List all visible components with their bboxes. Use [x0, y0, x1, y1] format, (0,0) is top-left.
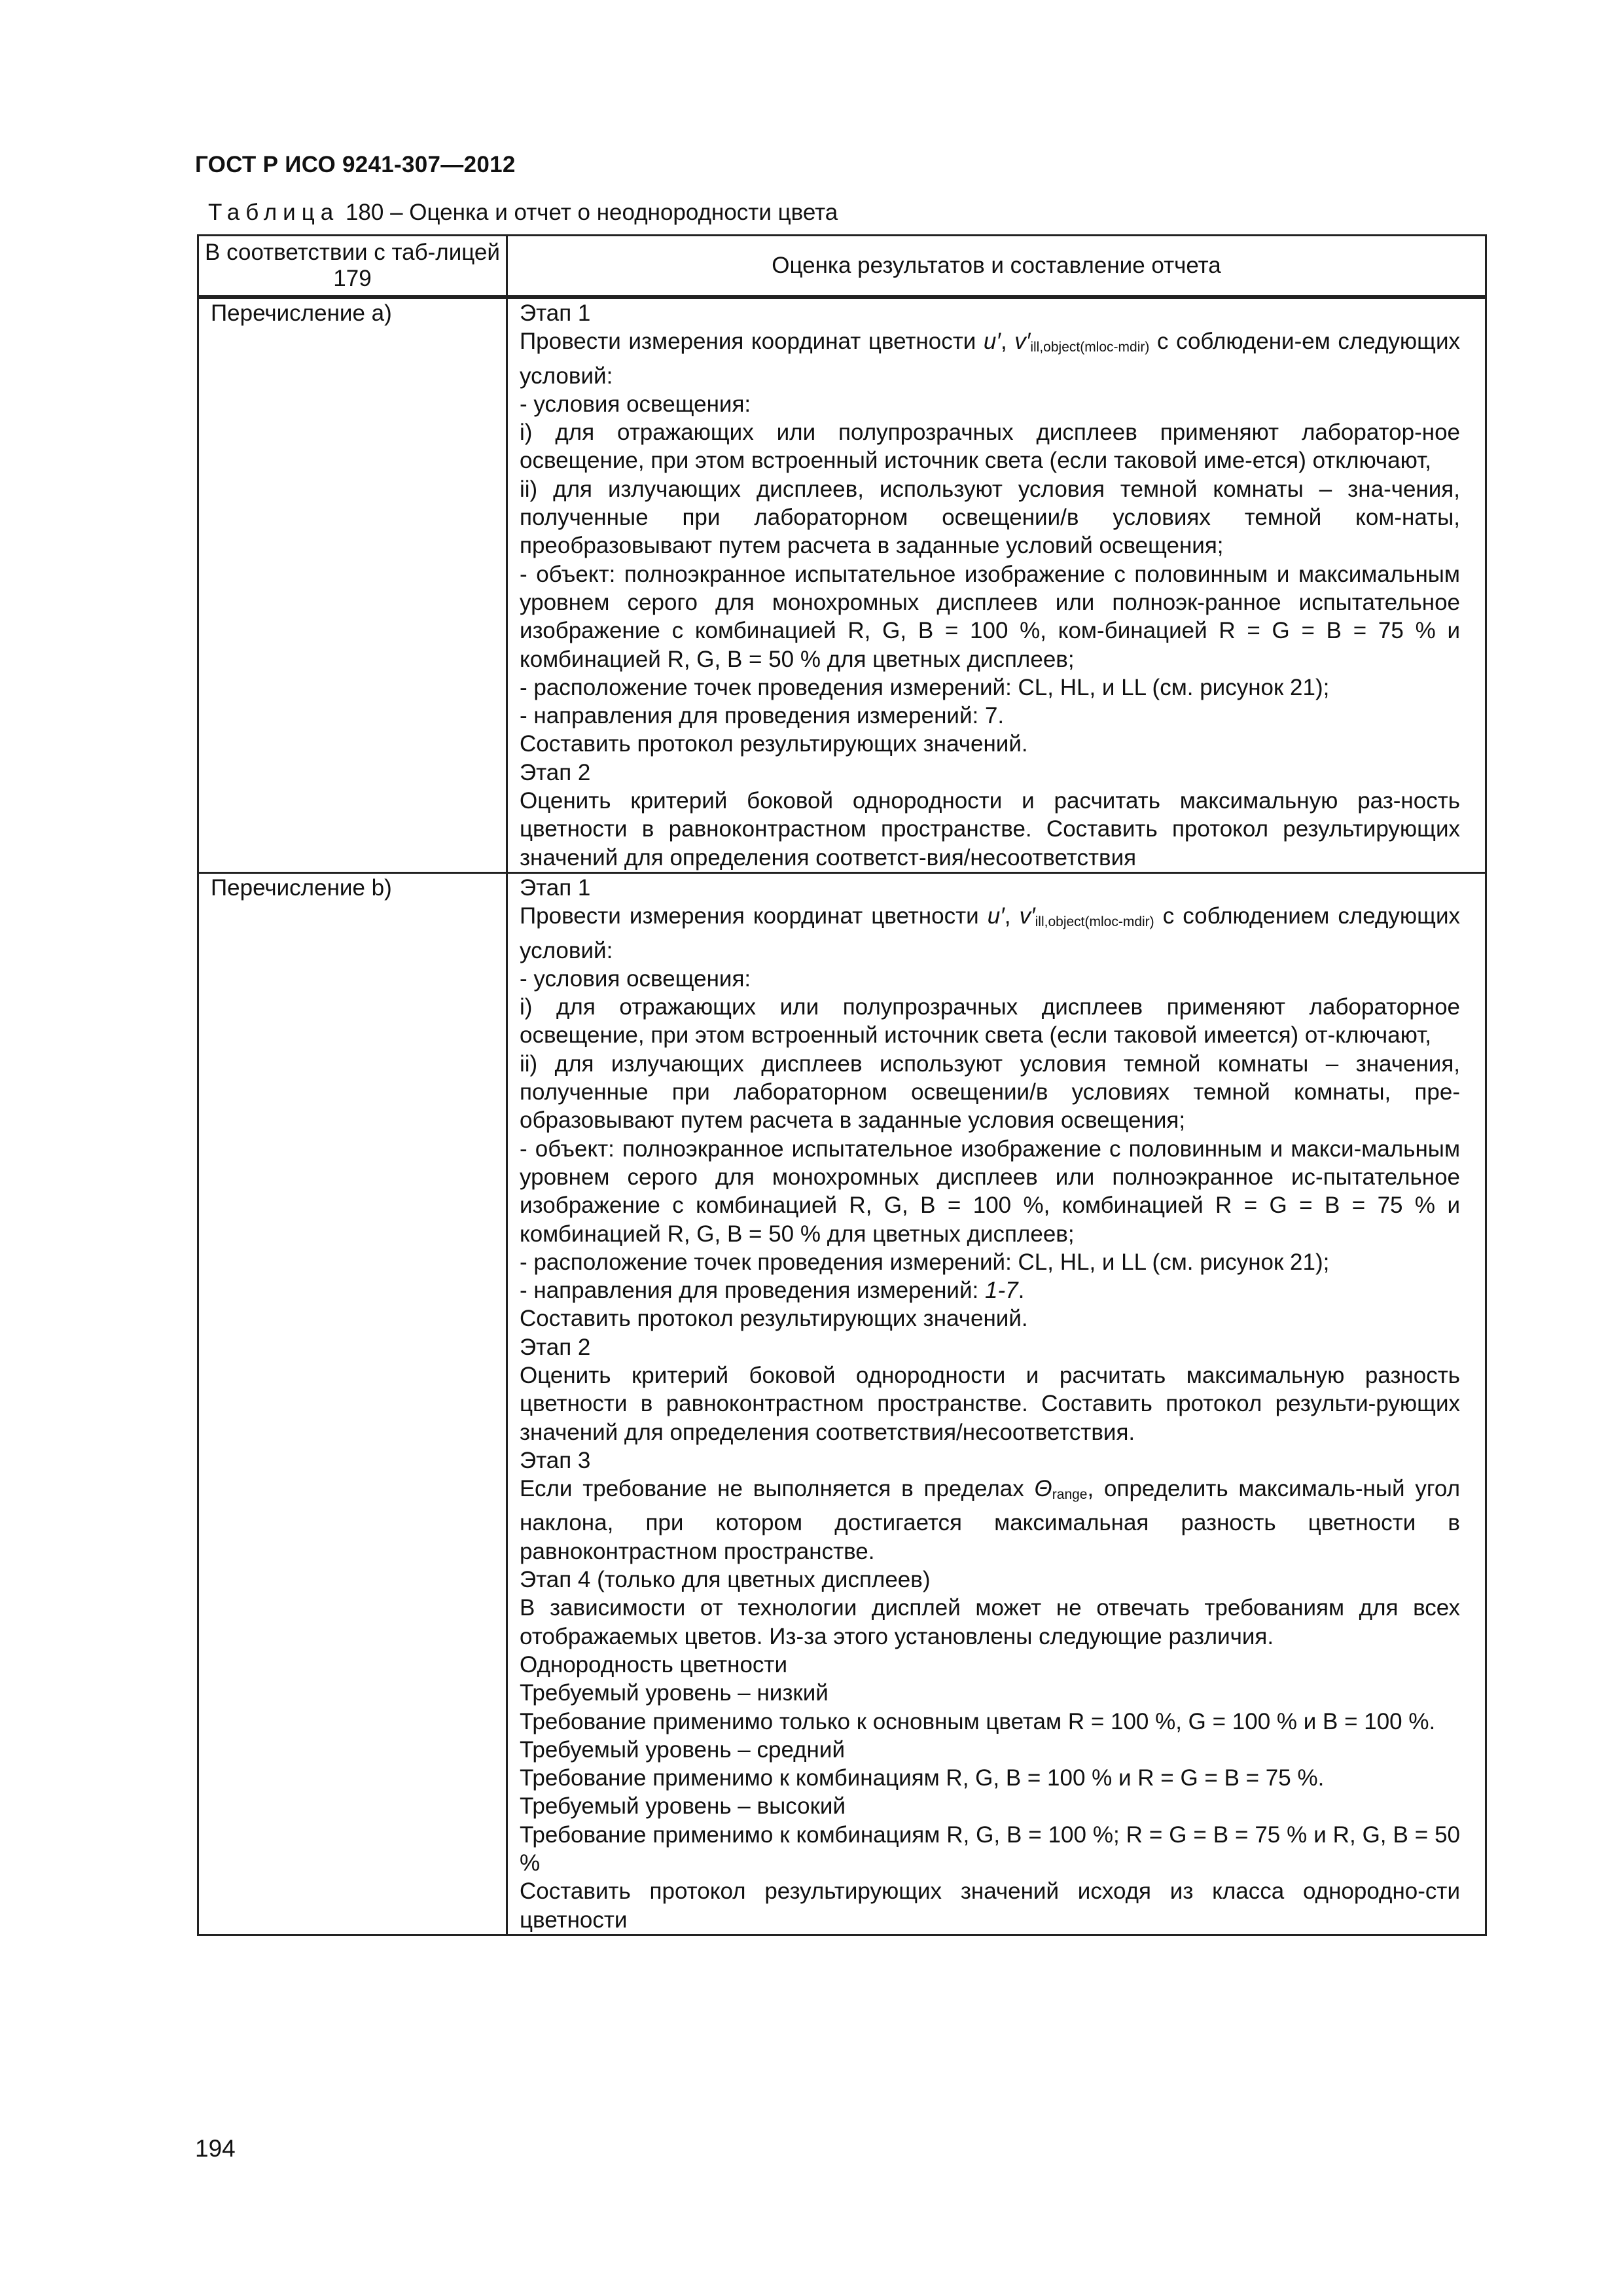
stage-1-heading: Этап 1 — [520, 300, 591, 326]
level-high-requirement: Требование применимо к комбинациям R, G, B = 100 %; R = G = B = 75 % и R, G, B = 50 % — [520, 1821, 1460, 1876]
enum-a-label: Перечисление а) — [198, 297, 507, 872]
evaluation-table — [197, 234, 1487, 1936]
report-instruction: Составить протокол результирующих значений. — [520, 731, 1028, 757]
lighting-conditions: - условия освещения: — [520, 965, 751, 992]
report-instruction: Составить протокол результирующих значений. — [520, 1306, 1028, 1332]
object-description: - объект: полноэкранное испытательное изображение с половинным и максимальным уровнем серого для монохромных дисплеев или полноэк-ранное испытательное изображение с комбинацией R, G, B = 100 %, ком-бинацией R = G = B = 75 % и комбинацией R, G, B = 50 % для цветных дисплеев; — [520, 561, 1460, 672]
stage-2-heading: Этап 2 — [520, 1334, 591, 1360]
reflective-displays-note: i) для отражающих или полупрозрачных дисплеев применяют лабораторное освещение, при этом встроенный источник света (если таковой имеется) от-ключают, — [520, 994, 1460, 1049]
column-header-reference: В соответствии с таб-лицей 179 — [198, 236, 507, 298]
enum-b-content — [507, 872, 1486, 1935]
table-caption-text: 180 – Оценка и отчет о неоднородности цвета — [345, 200, 838, 225]
measurement-points: - расположение точек проведения измерений: CL, HL, и LL (см. рисунок 21); — [520, 1249, 1330, 1275]
document-header: ГОСТ Р ИСО 9241-307—2012 — [195, 152, 516, 177]
measurement-directions: - направления для проведения измерений: 7. — [520, 703, 1005, 729]
enum-b-label: Перечисление b) — [198, 872, 507, 1935]
table-caption-word: Таблица — [208, 200, 340, 225]
table-caption — [208, 200, 838, 226]
tilt-angle-instruction: Если требование не выполняется в пределах $\Theta_{range}$, определить максималь-ный угол наклона, при котором достигается максимальная разность цветности в равноконтрастном пространстве. — [520, 1476, 1460, 1564]
object-description: - объект: полноэкранное испытательное изображение с половинным и макси-мальным уровнем серого для монохромных дисплеев или полноэкранное ис-пытательное изображение с комбинацией R, G, B = 100 %, комбинацией R = G = B = 75 % и комбинацией R, G, B = 50 % для цветных дисплеев; — [520, 1136, 1460, 1247]
enum-a-content — [507, 297, 1486, 872]
measurement-instruction: Провести измерения координат цветности u′, $v'_{ill,object(mloc-mdir)}$ с соблюдением следующих условий: — [520, 903, 1461, 963]
stage-3-heading: Этап 3 — [520, 1447, 591, 1473]
level-low-requirement: Требование применимо только к основным цветам R = 100 %, G = 100 % и B = 100 %. — [520, 1708, 1436, 1734]
level-high-heading: Требуемый уровень – высокий — [520, 1793, 846, 1820]
emissive-displays-note: ii) для излучающих дисплеев, используют условия темной комнаты – зна-чения, полученные при лабораторном освещении/в условиях темной ком-наты, преобразовывают путем расчета в заданные условий освещения; — [520, 476, 1460, 559]
technology-note: В зависимости от технологии дисплей может не отвечать требованиям для всех отображаемых цветов. Из-за этого установлены следующие различия. — [520, 1595, 1460, 1649]
measurement-points: - расположение точек проведения измерений: CL, HL, и LL (см. рисунок 21); — [520, 674, 1330, 700]
lighting-conditions: - условия освещения: — [520, 391, 751, 417]
stage-4-heading: Этап 4 (только для цветных дисплеев) — [520, 1567, 931, 1593]
table-header-row — [198, 236, 1486, 298]
evaluation-instruction: Оценить критерий боковой однородности и расчитать максимальную разность цветности в равноконтрастном пространстве. Составить протокол результи-рующих значений для определения соответствия/несоответствия. — [520, 1362, 1460, 1445]
stage-2-heading: Этап 2 — [520, 759, 591, 785]
measurement-instruction: Провести измерения координат цветности u′, $v'_{ill,object(mloc-mdir)}$ с соблюдени-ем следующих условий: — [520, 329, 1461, 389]
level-medium-requirement: Требование применимо к комбинациям R, G, B = 100 % и R = G = B = 75 %. — [520, 1765, 1325, 1791]
level-medium-heading: Требуемый уровень – средний — [520, 1736, 845, 1763]
chromaticity-uniformity-heading: Однородность цветности — [520, 1651, 787, 1677]
final-report-instruction: Составить протокол результирующих значений исходя из класса однородно-сти цветности — [520, 1878, 1460, 1933]
column-header-evaluation: Оценка результатов и составление отчета — [507, 236, 1486, 298]
stage-1-heading: Этап 1 — [520, 874, 591, 901]
table-row-enum-a — [198, 297, 1486, 872]
emissive-displays-note: ii) для излучающих дисплеев используют условия темной комнаты – значения, полученные при лабораторном освещении/в условиях темной комнаты, пре-образовывают путем расчета в заданные условия освещения; — [520, 1050, 1460, 1134]
page-number: 194 — [195, 2135, 236, 2162]
reflective-displays-note: i) для отражающих или полупрозрачных дисплеев применяют лаборатор-ное освещение, при этом встроенный источник света (если таковой име-ется) отключают, — [520, 420, 1460, 474]
level-low-heading: Требуемый уровень – низкий — [520, 1680, 829, 1706]
measurement-directions: - направления для проведения измерений: 1-7. — [520, 1278, 1025, 1304]
evaluation-instruction: Оценить критерий боковой однородности и расчитать максимальную раз-ность цветности в равноконтрастном пространстве. Составить протокол результирующих значений для определения соответст-вия/несоответствия — [520, 788, 1460, 870]
table-row-enum-b — [198, 872, 1486, 1935]
